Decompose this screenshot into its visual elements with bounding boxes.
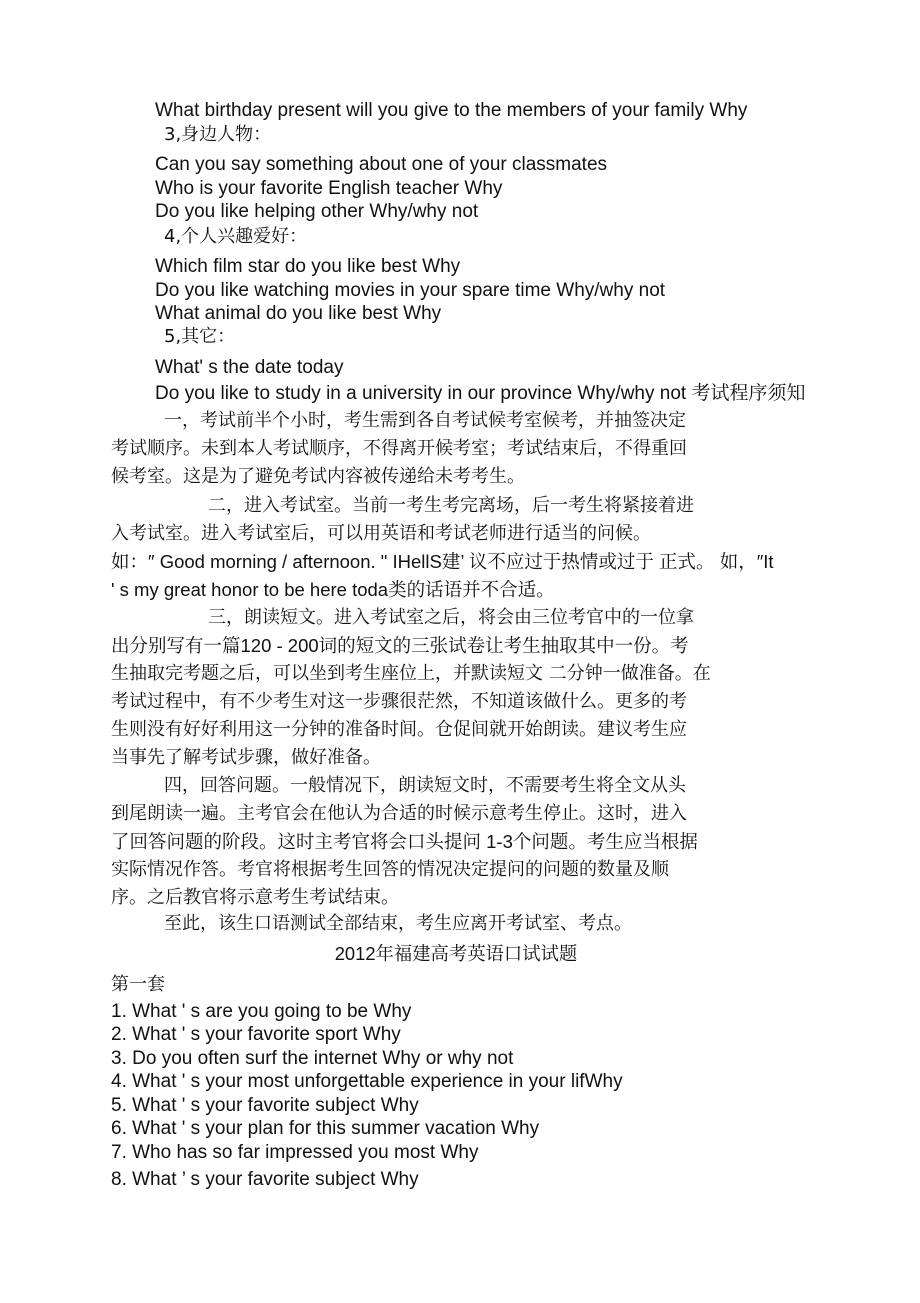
paragraph-line: 一，考试前半个小时，考生需到各自考试候考室候考，并抽签决定 [164,410,686,431]
question-birthday-present: What birthday present will you give to the members of your family Why [155,100,748,121]
question-english-teacher: Who is your favorite English teacher Why [155,178,503,199]
paragraph-line: 实际情况作答。考官将根据考生回答的情况决定提问的问题的数量及顺 [111,859,669,880]
question-film-star: Which film star do you like best Why [155,256,461,277]
paragraph-line: ' s my great honor to be here toda类的话语并不合适。 [111,579,555,600]
section-heading-interests: 4,个人兴趣爱好： [164,226,308,247]
list-item: 2. What ' s your favorite sport Why [111,1024,401,1045]
paragraph-line: 至此，该生口语测试全部结束，考生应离开考试室、考点。 [164,913,632,934]
paragraph-line: 出分别写有一篇120 - 200词的短文的三张试卷让考生抽取其中一份。考 [111,635,689,656]
exam-title: 2012年福建高考英语口试试题 [334,943,578,964]
paragraph-line: 考试顺序。未到本人考试顺序，不得离开候考室；考试结束后，不得重回 [111,438,687,459]
question-university: Do you like to study in a university in our province Why/why not 考试程序须知 [155,383,806,404]
list-item: 4. What ' s your most unforgettable experience in your lifWhy [111,1071,623,1092]
question-helping-others: Do you like helping other Why/why not [155,201,479,222]
question-animal: What animal do you like best Why [155,303,442,324]
list-item: 6. What ' s your plan for this summer vacation Why [111,1118,540,1139]
set-heading: 第一套 [111,974,165,995]
paragraph-line: 四，回答问题。一般情况下，朗读短文时，不需要考生将全文从头 [164,775,686,796]
list-item: 3. Do you often surf the internet Why or why not [111,1048,514,1069]
question-date-today: What' s the date today [155,357,344,378]
section-heading-people: 3,身边人物： [164,124,272,145]
paragraph-line: 三，朗读短文。进入考试室之后，将会由三位考官中的一位拿 [208,607,694,628]
paragraph-line: 入考试室。进入考试室后，可以用英语和考试老师进行适当的问候。 [111,523,651,544]
question-classmates: Can you say something about one of your classmates [155,154,608,175]
section-heading-other: 5,其它： [164,326,236,347]
paragraph-line: 生抽取完考题之后，可以坐到考生座位上，并默读短文 二分钟一做准备。在 [111,663,711,684]
list-item: 7. Who has so far impressed you most Why [111,1142,479,1163]
paragraph-line: 序。之后教官将示意考生考试结束。 [111,887,399,908]
paragraph-line: 如：″ Good morning / afternoon. " IHellS建’ 议不应过于热情或过于 正式。 如，″It [111,551,774,572]
paragraph-line: 考试过程中，有不少考生对这一步骤很茫然，不知道该做什么。更多的考 [111,691,687,712]
paragraph-line: 二，进入考试室。当前一考生考完离场，后一考生将紧接着进 [208,495,694,516]
paragraph-line: 候考室。这是为了避免考试内容被传递给未考考生。 [111,466,525,487]
list-item: 1. What ' s are you going to be Why [111,1001,412,1022]
paragraph-line: 当事先了解考试步骤，做好准备。 [111,747,381,768]
list-item: 5. What ' s your favorite subject Why [111,1095,419,1116]
paragraph-line: 生则没有好好利用这一分钟的准备时间。仓促间就开始朗读。建议考生应 [111,719,687,740]
paragraph-line: 了回答问题的阶段。这时主考官将会口头提问 1-3个问题。考生应当根据 [111,831,698,852]
paragraph-line: 到尾朗读一遍。主考官会在他认为合适的时候示意考生停止。这时，进入 [111,803,687,824]
list-item: 8. What ’ s your favorite subject Why [111,1169,419,1190]
question-watching-movies: Do you like watching movies in your spare time Why/why not [155,280,666,301]
